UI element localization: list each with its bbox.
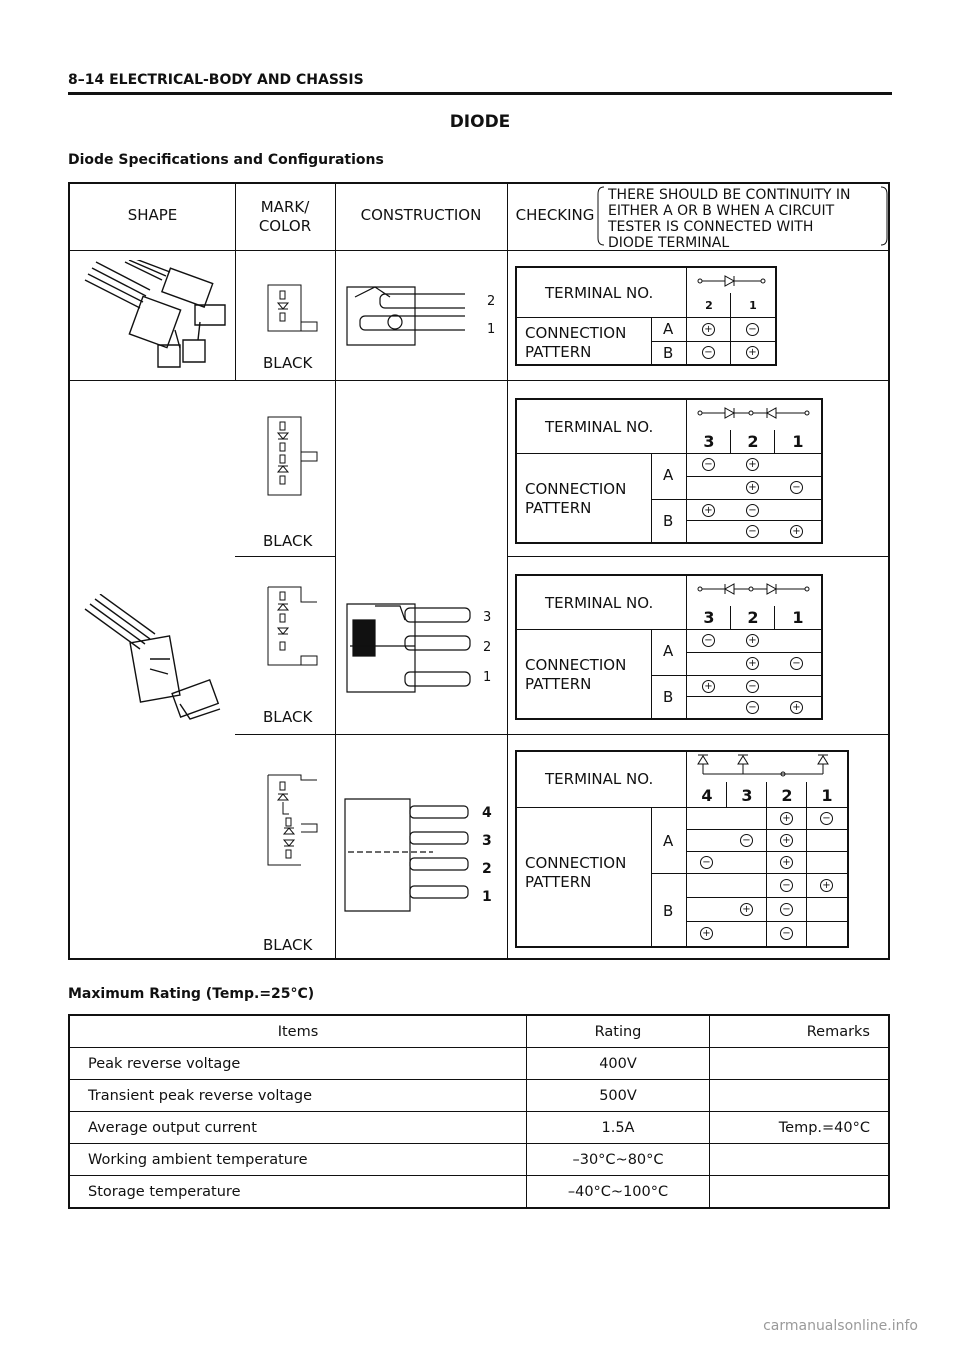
remarks-cell xyxy=(710,1144,890,1176)
item-cell: Working ambient temperature xyxy=(69,1144,527,1176)
terminal-number: 2 xyxy=(705,299,713,312)
remarks-cell xyxy=(710,1176,890,1209)
plus-symbol: + xyxy=(746,634,759,647)
item-cell: Average output current xyxy=(69,1112,527,1144)
plus-symbol: + xyxy=(746,481,759,494)
mark-diagram-1 xyxy=(267,284,323,334)
rating-cell: –30°C~80°C xyxy=(527,1144,710,1176)
minus-symbol: − xyxy=(702,634,715,647)
note-line: DIODE TERMINAL xyxy=(608,235,730,251)
terminal-number: 2 xyxy=(747,608,759,627)
diode-array-symbol xyxy=(697,754,847,780)
plus-symbol: + xyxy=(702,504,715,517)
note-line: THERE SHOULD BE CONTINUITY IN xyxy=(608,187,851,203)
table-row xyxy=(69,1176,889,1209)
connection-line: CONNECTION xyxy=(525,324,627,342)
minus-symbol: − xyxy=(702,346,715,359)
minus-symbol: − xyxy=(780,903,793,916)
mark-color-label: BLACK xyxy=(263,532,313,550)
terminal-no-label: TERMINAL NO. xyxy=(545,770,654,788)
connection-line: PATTERN xyxy=(525,499,592,517)
mark-color-label: BLACK xyxy=(263,354,313,372)
construction-pin: 3 xyxy=(482,833,492,849)
table-row xyxy=(69,1080,889,1112)
connection-line: PATTERN xyxy=(525,675,592,693)
connection-line: CONNECTION xyxy=(525,656,627,674)
mark-color-label: BLACK xyxy=(263,936,313,954)
pattern-a: A xyxy=(663,466,674,484)
connection-pattern-label xyxy=(525,656,626,694)
connection-pattern-label xyxy=(525,854,626,892)
pattern-b: B xyxy=(663,344,674,362)
section-header: 8–14 ELECTRICAL-BODY AND CHASSIS xyxy=(68,72,364,88)
plus-symbol: + xyxy=(820,879,833,892)
terminal-number: 2 xyxy=(747,432,759,451)
spec-table xyxy=(68,182,890,960)
rating-cell: –40°C~100°C xyxy=(527,1176,710,1209)
rating-heading: Maximum Rating (Temp.=25°C) xyxy=(68,986,315,1002)
mark-diagram-2 xyxy=(267,416,323,496)
right-brace xyxy=(880,186,890,246)
plus-symbol: + xyxy=(790,701,803,714)
minus-symbol: − xyxy=(820,812,833,825)
table-row xyxy=(69,1112,889,1144)
col-divider xyxy=(507,184,508,960)
connection-line: PATTERN xyxy=(525,873,592,891)
terminal-number: 2 xyxy=(781,786,793,805)
connection-line: PATTERN xyxy=(525,343,592,361)
terminal-number: 1 xyxy=(821,786,833,805)
col-construction: CONSTRUCTION xyxy=(360,206,482,224)
minus-symbol: − xyxy=(740,834,753,847)
diode-symbol xyxy=(697,406,813,420)
construction-pin: 1 xyxy=(482,889,492,905)
row-divider xyxy=(235,734,890,735)
col-mark xyxy=(235,198,335,236)
row-divider xyxy=(70,380,890,381)
mark-diagram-3 xyxy=(267,586,323,666)
minus-symbol: − xyxy=(746,680,759,693)
table-row xyxy=(69,1048,889,1080)
plus-symbol: + xyxy=(780,812,793,825)
mark-diagram-4 xyxy=(267,774,323,866)
item-cell: Transient peak reverse voltage xyxy=(69,1080,527,1112)
remarks-cell xyxy=(710,1080,890,1112)
construction-pin: 1 xyxy=(487,322,496,337)
rating-cell: 400V xyxy=(527,1048,710,1080)
table-header-row xyxy=(69,1015,889,1048)
minus-symbol: − xyxy=(790,657,803,670)
plus-symbol: + xyxy=(780,856,793,869)
rating-cell: 500V xyxy=(527,1080,710,1112)
construction-3pin xyxy=(345,596,475,696)
connection-line: CONNECTION xyxy=(525,854,627,872)
construction-4pin xyxy=(343,796,473,916)
minus-symbol: − xyxy=(780,879,793,892)
terminal-number: 3 xyxy=(703,608,715,627)
minus-symbol: − xyxy=(746,701,759,714)
item-cell: Peak reverse voltage xyxy=(69,1048,527,1080)
minus-symbol: − xyxy=(700,856,713,869)
construction-pin: 2 xyxy=(487,294,496,309)
terminal-number: 1 xyxy=(792,432,804,451)
connector-multipin-illustration xyxy=(80,594,230,734)
plus-symbol: + xyxy=(780,834,793,847)
plus-symbol: + xyxy=(746,346,759,359)
terminal-no-label: TERMINAL NO. xyxy=(545,418,654,436)
terminal-number: 1 xyxy=(749,299,757,312)
watermark: carmanualsonline.info xyxy=(763,1318,918,1334)
table-row xyxy=(69,1144,889,1176)
connector-2pin-illustration xyxy=(80,260,230,372)
item-cell: Storage temperature xyxy=(69,1176,527,1209)
note-line: TESTER IS CONNECTED WITH xyxy=(608,219,814,235)
mark-color-label: BLACK xyxy=(263,708,313,726)
checking-table-2 xyxy=(515,398,823,544)
col-mark-line1: MARK/ xyxy=(260,198,310,216)
terminal-number: 1 xyxy=(792,608,804,627)
col-checking: CHECKING xyxy=(515,206,595,224)
plus-symbol: + xyxy=(746,657,759,670)
plus-symbol: + xyxy=(700,927,713,940)
header-rating: Rating xyxy=(527,1015,710,1048)
diode-symbol xyxy=(697,582,813,596)
connection-line: CONNECTION xyxy=(525,480,627,498)
rating-table xyxy=(68,1014,890,1209)
construction-pin: 2 xyxy=(483,640,492,655)
connection-pattern-label xyxy=(525,324,626,362)
pattern-b: B xyxy=(663,688,674,706)
minus-symbol: − xyxy=(746,525,759,538)
col-mark-line2: COLOR xyxy=(258,217,312,235)
construction-pin: 1 xyxy=(483,670,492,685)
checking-table-1 xyxy=(515,266,777,366)
pattern-a: A xyxy=(663,832,674,850)
checking-table-3 xyxy=(515,574,823,720)
construction-pin: 3 xyxy=(483,610,492,625)
row-divider xyxy=(235,556,335,557)
pattern-a: A xyxy=(663,642,674,660)
terminal-no-label: TERMINAL NO. xyxy=(545,284,654,302)
construction-pin: 4 xyxy=(482,805,492,821)
diode-symbol xyxy=(697,274,767,288)
plus-symbol: + xyxy=(702,323,715,336)
construction-2pin xyxy=(345,282,465,352)
checking-table-4 xyxy=(515,750,849,948)
minus-symbol: − xyxy=(746,323,759,336)
minus-symbol: − xyxy=(790,481,803,494)
terminal-no-label: TERMINAL NO. xyxy=(545,594,654,612)
checking-note xyxy=(608,187,851,251)
remarks-cell xyxy=(710,1048,890,1080)
col-shape: SHAPE xyxy=(127,206,178,224)
header-items: Items xyxy=(69,1015,527,1048)
left-brace xyxy=(595,186,605,246)
plus-symbol: + xyxy=(790,525,803,538)
plus-symbol: + xyxy=(740,903,753,916)
connection-pattern-label xyxy=(525,480,626,518)
spec-heading: Diode Specifications and Configurations xyxy=(68,152,384,168)
minus-symbol: − xyxy=(702,458,715,471)
header-remarks: Remarks xyxy=(710,1015,890,1048)
pattern-b: B xyxy=(663,902,674,920)
construction-pin: 2 xyxy=(482,861,492,877)
pattern-a: A xyxy=(663,320,674,338)
plus-symbol: + xyxy=(746,458,759,471)
terminal-number: 3 xyxy=(703,432,715,451)
header-rule xyxy=(68,92,892,95)
rating-cell: 1.5A xyxy=(527,1112,710,1144)
page-title: DIODE xyxy=(449,112,511,132)
remarks-cell: Temp.=40°C xyxy=(710,1112,890,1144)
plus-symbol: + xyxy=(702,680,715,693)
col-divider xyxy=(335,184,336,960)
minus-symbol: − xyxy=(780,927,793,940)
minus-symbol: − xyxy=(746,504,759,517)
row-divider xyxy=(507,556,890,557)
terminal-number: 3 xyxy=(741,786,753,805)
terminal-number: 4 xyxy=(701,786,713,805)
note-line: EITHER A OR B WHEN A CIRCUIT xyxy=(608,203,835,219)
pattern-b: B xyxy=(663,512,674,530)
